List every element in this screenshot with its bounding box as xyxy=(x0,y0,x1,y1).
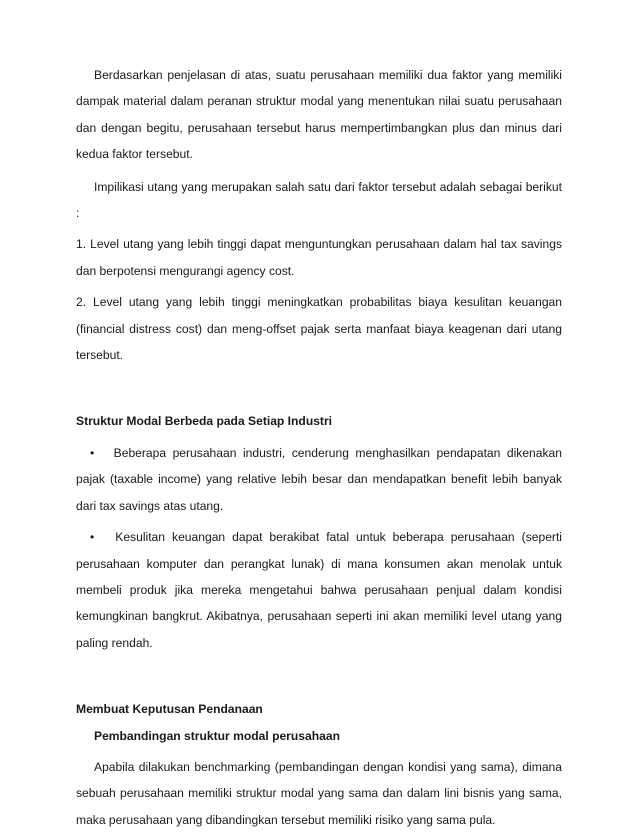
document-page xyxy=(76,62,562,833)
bullet-taxable-income: • Beberapa perusahaan industri, cenderung menghasilkan pendapatan dikenakan pajak (taxable income) yang relative lebih besar dan mendapatkan benefit lebih banyak dari tax savings atas utang. xyxy=(76,445,562,513)
bullet-financial-distress: • Kesulitan keuangan dapat berakibat fatal untuk beberapa perusahaan (seperti perusahaan komputer dan perangkat lunak) di mana konsumen akan menolak untuk membeli produk jika mereka mengetahui bahwa perusahaan penjual dalam kondisi kemungkinan bangkrut. Akibatnya, perusahaan seperti ini akan memiliki level utang yang paling rendah. xyxy=(76,530,562,650)
paragraph-implication: Impilikasi utang yang merupakan salah satu dari faktor tersebut adalah sebagai berikut : xyxy=(76,179,562,221)
subheading-benchmark: Pembandingan struktur modal perusahaan xyxy=(94,728,340,743)
list-item-1: 1. Level utang yang lebih tinggi dapat menguntungkan perusahaan dalam hal tax savings dan berpotensi mengurangi agency cost. xyxy=(76,237,562,278)
list-item-2: 2. Level utang yang lebih tinggi meningkatkan probabilitas biaya kesulitan keuangan (financial distress cost) dan meng-offset pajak serta manfaat biaya keagenan dari utang tersebut. xyxy=(76,295,562,363)
section-heading-industry: Struktur Modal Berbeda pada Setiap Industri xyxy=(76,414,333,429)
paragraph-benchmark: Apabila dilakukan benchmarking (pembandingan dengan kondisi yang sama), dimana sebuah perusahaan memiliki struktur modal yang sama dan dalam lini bisnis yang sama, maka perusahaan yang dibandingkan tersebut memiliki risiko yang sama pula. xyxy=(76,759,562,827)
section-heading-funding: Membuat Keputusan Pendanaan xyxy=(76,702,263,717)
paragraph-intro: Berdasarkan penjelasan di atas, suatu perusahaan memiliki dua faktor yang memiliki dampak material dalam peranan struktur modal yang menentukan nilai suatu perusahaan dan dengan begitu, perusahaan tersebut harus mempertimbangkan plus dan minus dari kedua faktor tersebut. xyxy=(76,68,562,162)
